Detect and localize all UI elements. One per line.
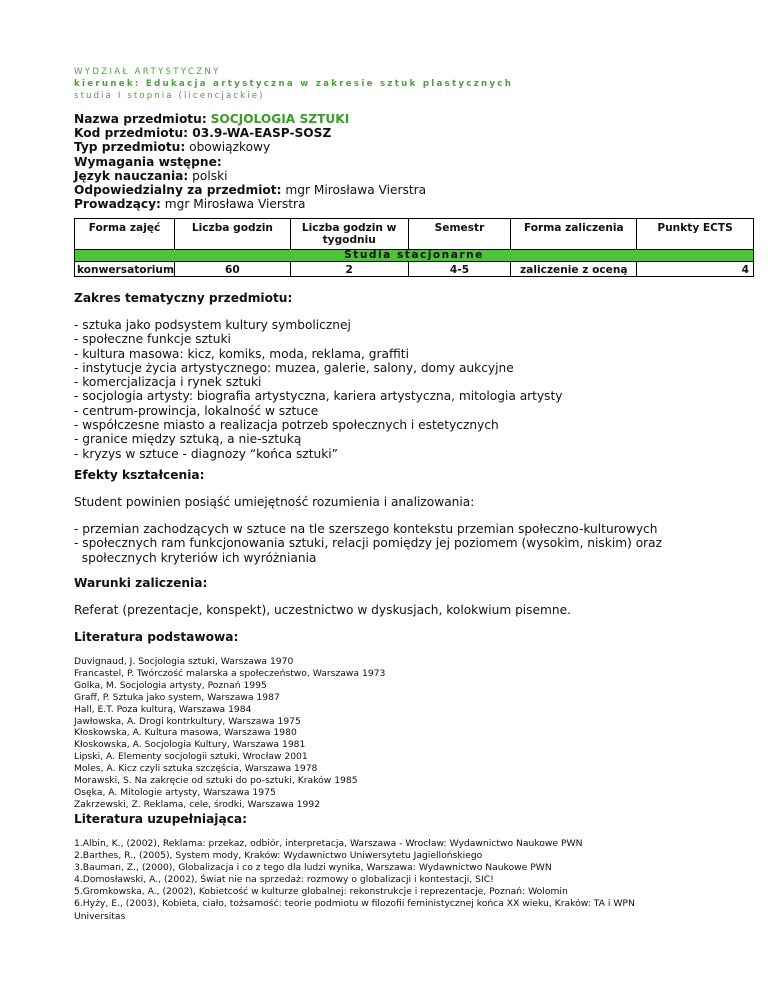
list-item: Zakrzewski, Z. Reklama, cele, środki, Warszawa 1992 — [74, 798, 321, 810]
course-code-line — [74, 126, 426, 140]
list-item: Morawski, S. Na zakręcie od sztuki do po-sztuki, Kraków 1985 — [74, 775, 358, 787]
header-cell: Liczba godzin — [175, 219, 291, 250]
course-code: Kod przedmiotu: 03.9-WA-EASP-SOSZ — [74, 126, 332, 141]
literature-basic-title: Literatura podstawowa: — [74, 630, 239, 644]
study-mode-band — [75, 250, 754, 262]
list-item: 1.Albin, K., (2002), Reklama: przekaz, odbiór, interpretacja, Warszawa - Wrocław: Wydawnictwo Naukowe PWN — [74, 838, 583, 849]
list-item: - społecznych ram funkcjonowania sztuki, relacji pomiędzy jej poziomem (wysokim, niskim) oraz — [74, 536, 663, 551]
table-cell: 60 — [175, 262, 291, 277]
list-item: - kultura masowa: kicz, komiks, moda, reklama, graffiti — [74, 346, 409, 361]
table-cell: 4-5 — [408, 262, 511, 277]
list-item: - granice między sztuką, a nie-sztuką — [74, 432, 302, 447]
list-item: Lipski, A. Elementy socjologii sztuki, Wrocław 2001 — [74, 751, 308, 763]
list-item: Duvignaud, J. Socjologia sztuki, Warszawa 1970 — [74, 656, 294, 667]
scope-list — [74, 318, 563, 461]
table-cell: 2 — [290, 262, 408, 277]
list-item: 6.Hyży, E., (2003), Kobieta, ciało, tożsamość: teorie podmiotu w filozofii feministycznej końca XX wieku, Kraków: TA i WPN Universitas — [74, 898, 635, 922]
literature-extra-title: Literatura uzupełniająca: — [74, 812, 248, 826]
table-cell: konwersatorium — [75, 262, 175, 277]
header-cell: Forma zaliczenia — [511, 219, 637, 250]
table-header-row — [75, 219, 754, 250]
responsible-value: mgr Mirosława Vierstra — [285, 183, 427, 198]
list-item: - socjologia artysty: biografia artystyczna, kariera artystyczna, mitologia artysty — [74, 389, 563, 404]
list-item: - przemian zachodzących w sztuce na tle szerszego kontekstu przemian społeczno-kulturowych — [74, 522, 658, 536]
list-item: Golka, M. Socjologia artysty, Poznań 1995 — [74, 679, 267, 691]
level-header: studia I stopnia (licencjackie) — [74, 91, 265, 101]
course-type-line — [74, 140, 426, 154]
lecturer-line — [74, 197, 426, 211]
list-item: - kryzys w sztuce - diagnozy “końca sztuki” — [74, 446, 338, 461]
list-item: Graff, P. Sztuka jako system, Warszawa 1987 — [74, 691, 280, 703]
effects-title: Efekty kształcenia: — [74, 468, 205, 482]
effects-list — [74, 522, 662, 565]
course-type-label: Typ przedmiotu: — [74, 140, 186, 155]
effects-intro: Student powinien posiąść umiejętność rozumienia i analizowania: — [74, 495, 475, 509]
list-item: - społeczne funkcje sztuki — [74, 332, 231, 347]
list-item: 5.Gromkowska, A., (2002), Kobietcość w kulturze globalnej: rekonstrukcje i reprezentacje, Poznań: Wolomin — [74, 886, 568, 898]
faculty-header: WYDZIAŁ ARTYSTYCZNY — [74, 67, 221, 77]
list-item: Kłoskowska, A. Kultura masowa, Warszawa 1980 — [74, 727, 297, 739]
list-item: 4.Domosławski, A., (2002), Świat nie na sprzedaż: rozmowy o globalizacji i kontestacji, SIC! — [74, 874, 494, 886]
responsible-line — [74, 183, 426, 197]
course-name-line — [74, 112, 426, 126]
responsible-label: Odpowiedzialny za przedmiot: — [74, 183, 282, 198]
requirements-label: Wymagania wstępne: — [74, 154, 222, 169]
list-item: 2.Barthes, R., (2005), System mody, Kraków: Wydawnictwo Uniwersytetu Jagiellońskiego — [74, 850, 483, 862]
list-item: Jawłowska, A. Drogi kontrkultury, Warszawa 1975 — [74, 715, 301, 727]
language-line — [74, 169, 426, 183]
requirements-line — [74, 155, 426, 169]
list-item: społecznych kryteriów ich wyróżniania — [74, 550, 317, 565]
literature-basic-list — [74, 656, 385, 811]
scope-title: Zakres tematyczny przedmiotu: — [74, 291, 293, 305]
lecturer-label: Prowadzący: — [74, 197, 161, 212]
lecturer-value: mgr Mirosława Vierstra — [164, 197, 306, 212]
list-item: - współczesne miasto a realizacja potrzeb społecznych i estetycznych — [74, 418, 499, 433]
conditions-title: Warunki zaliczenia: — [74, 576, 208, 590]
table-row — [75, 262, 754, 277]
table-cell: 4 — [637, 262, 754, 277]
language-label: Język nauczania: — [74, 168, 189, 183]
header-cell: Semestr — [408, 219, 511, 250]
list-item: Osęka, A. Mitologie artysty, Warszawa 1975 — [74, 786, 276, 798]
conditions-text: Referat (prezentacje, konspekt), uczestnictwo w dyskusjach, kolokwium pisemne. — [74, 603, 572, 617]
course-name-label: Nazwa przedmiotu: — [74, 112, 207, 126]
course-name-value: SOCJOLOGIA SZTUKI — [210, 112, 350, 126]
header-cell: Forma zajęć — [75, 219, 175, 250]
list-item: - sztuka jako podsystem kultury symbolicznej — [74, 318, 351, 332]
list-item: Moles, A. Kicz czyli sztuka szczęścia, Warszawa 1978 — [74, 763, 318, 775]
header-cell: Punkty ECTS — [637, 219, 754, 250]
study-mode-label: Studia stacjonarne — [75, 250, 754, 262]
literature-extra-list — [74, 838, 674, 923]
list-item: Hall, E.T. Poza kulturą, Warszawa 1984 — [74, 703, 252, 715]
list-item: - komercjalizacja i rynek sztuki — [74, 375, 262, 390]
list-item: Kłoskowska, A. Socjologia Kultury, Warszawa 1981 — [74, 739, 306, 751]
language-value: polski — [192, 168, 228, 183]
list-item: - centrum-prowincja, lokalność w sztuce — [74, 403, 319, 418]
list-item: 3.Bauman, Z., (2000), Globalizacja i co z tego dla ludzi wynika, Warszawa: Wydawnictwo Naukowe PWN — [74, 862, 552, 874]
course-info — [74, 112, 426, 211]
field-header: kierunek: Edukacja artystyczna w zakresie sztuk plastycznych — [74, 79, 514, 89]
header-cell: Liczba godzin w tygodniu — [290, 219, 408, 250]
list-item: - instytucje życia artystycznego: muzea, galerie, salony, domy aukcyjne — [74, 360, 514, 375]
table-cell: zaliczenie z oceną — [511, 262, 637, 277]
course-type-value: obowiązkowy — [189, 140, 271, 155]
schedule-table — [74, 218, 754, 277]
list-item: Francastel, P. Twórczość malarska a społeczeństwo, Warszawa 1973 — [74, 667, 386, 679]
